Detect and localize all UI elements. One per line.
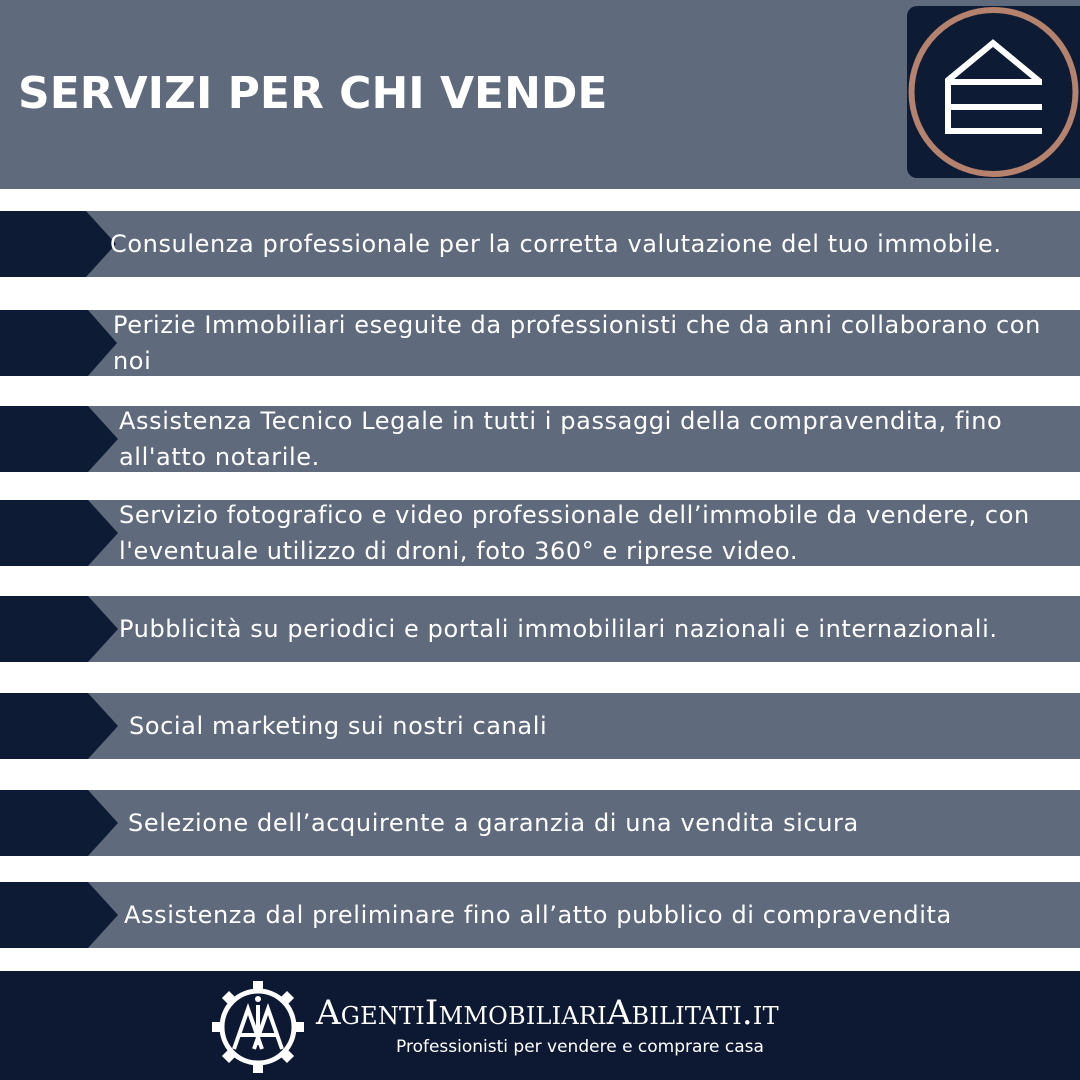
gear-aia-icon	[210, 979, 306, 1075]
footer	[0, 971, 1080, 1080]
service-text: Assistenza Tecnico Legale in tutti i passaggi della compravendita, fino all'atto notarile.	[119, 407, 1003, 471]
list-item	[0, 211, 1080, 277]
chevron-right-icon	[0, 693, 120, 759]
chevron-right-icon	[0, 406, 120, 472]
service-text: Assistenza dal preliminare fino all’atto pubblico di compravendita	[124, 901, 952, 929]
list-item	[0, 693, 1080, 759]
list-item	[0, 500, 1080, 566]
chevron-right-icon	[0, 310, 120, 376]
service-text: Selezione dell’acquirente a garanzia di una vendita sicura	[128, 809, 859, 837]
list-item	[0, 310, 1080, 376]
list-item	[0, 882, 1080, 948]
chevron-right-icon	[0, 500, 120, 566]
page-title: SERVIZI PER CHI VENDE	[18, 68, 608, 119]
service-text: Social marketing sui nostri canali	[129, 712, 548, 740]
brand-name: AgentiImmobiliariAbilitati.it	[316, 993, 779, 1033]
service-text: Servizio fotografico e video professionale dell’immobile da vendere, con l'eventuale utilizzo di droni, foto 360° e riprese video.	[119, 501, 1030, 565]
service-text: Perizie Immobiliari eseguite da professionisti che da anni collaborano con noi	[113, 311, 1041, 375]
brand-tagline: Professionisti per vendere e comprare casa	[396, 1037, 764, 1057]
house-icon	[907, 6, 1080, 178]
chevron-right-icon	[0, 596, 120, 662]
chevron-right-icon	[0, 790, 120, 856]
chevron-right-icon	[0, 211, 120, 277]
list-item	[0, 596, 1080, 662]
service-text: Pubblicità su periodici e portali immobililari nazionali e internazionali.	[119, 615, 998, 643]
list-item	[0, 406, 1080, 472]
service-text: Consulenza professionale per la corretta valutazione del tuo immobile.	[110, 230, 1002, 258]
chevron-right-icon	[0, 882, 120, 948]
header	[0, 0, 1080, 189]
list-item	[0, 790, 1080, 856]
